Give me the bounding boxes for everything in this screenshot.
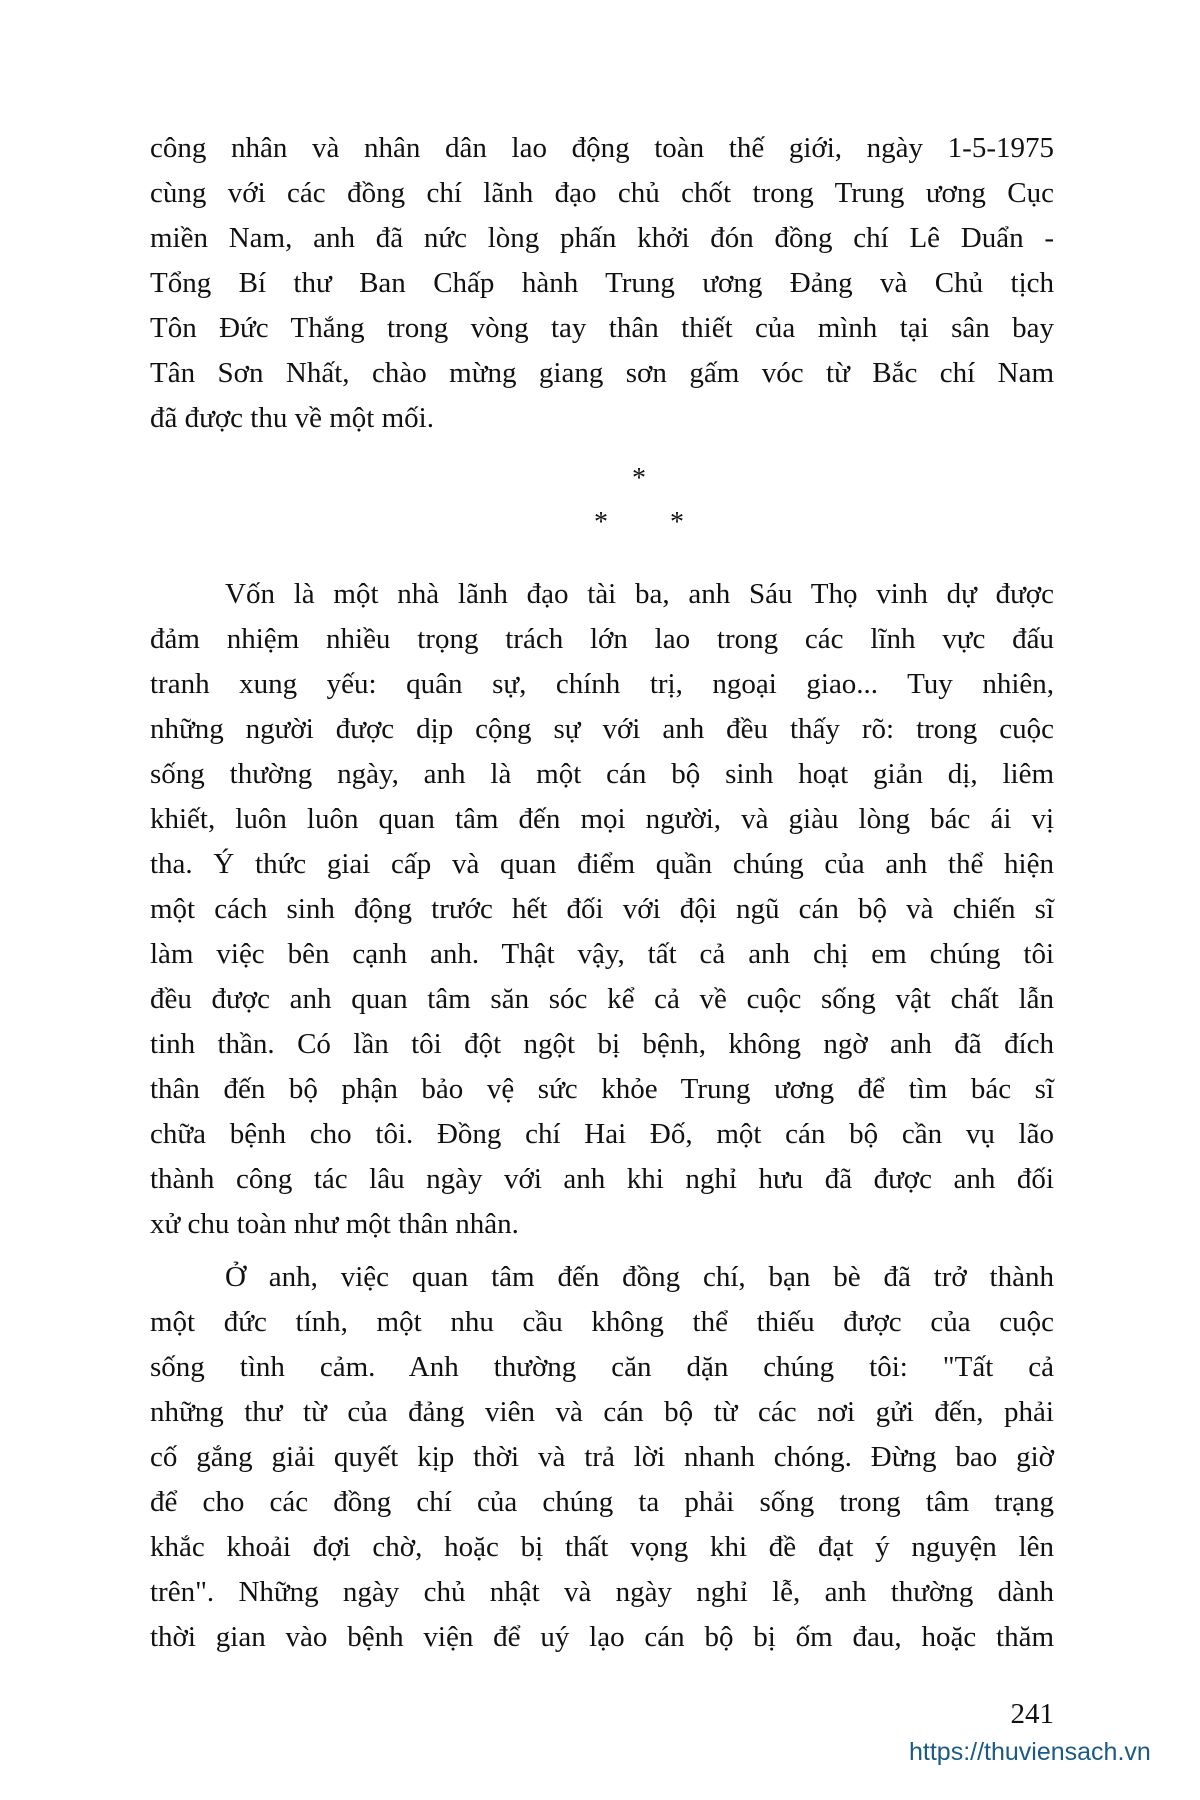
- paragraph-3-line: để cho các đồng chí của chúng ta phải sống trong tâm trạng: [150, 1486, 1054, 1518]
- paragraph-3-line: thời gian vào bệnh viện để uý lạo cán bộ bị ốm đau, hoặc thăm: [150, 1621, 1054, 1653]
- paragraph-1-line: đã được thu về một mối.: [150, 402, 434, 434]
- paragraph-2-line: tinh thần. Có lần tôi đột ngột bị bệnh, không ngờ anh đã đích: [150, 1028, 1054, 1060]
- paragraph-1-line: Tôn Đức Thắng trong vòng tay thân thiết của mình tại sân bay: [150, 312, 1054, 344]
- paragraph-2-line: những người được dịp cộng sự với anh đều thấy rõ: trong cuộc: [150, 713, 1054, 745]
- paragraph-2-line: chữa bệnh cho tôi. Đồng chí Hai Đố, một cán bộ cần vụ lão: [150, 1118, 1054, 1150]
- paragraph-2-line: xử chu toàn như một thân nhân.: [150, 1208, 519, 1240]
- separator-star: *: [594, 507, 608, 538]
- paragraph-3-line: Ở anh, việc quan tâm đến đồng chí, bạn bè đã trở thành: [225, 1261, 1054, 1293]
- page-number: 241: [1010, 1698, 1054, 1730]
- paragraph-3-line: trên". Những ngày chủ nhật và ngày nghỉ lễ, anh thường dành: [150, 1576, 1054, 1608]
- paragraph-3-line: sống tình cảm. Anh thường căn dặn chúng tôi: "Tất cả: [150, 1351, 1054, 1383]
- paragraph-2-line: đảm nhiệm nhiều trọng trách lớn lao trong các lĩnh vực đấu: [150, 623, 1054, 655]
- paragraph-2-line: tha. Ý thức giai cấp và quan điểm quần chúng của anh thể hiện: [150, 848, 1054, 880]
- paragraph-1-line: Tổng Bí thư Ban Chấp hành Trung ương Đảng và Chủ tịch: [150, 267, 1054, 299]
- source-url-link[interactable]: https://thuviensach.vn: [909, 1738, 1151, 1766]
- paragraph-2-line: thành công tác lâu ngày với anh khi nghỉ hưu đã được anh đối: [150, 1163, 1054, 1195]
- paragraph-1-line: công nhân và nhân dân lao động toàn thế giới, ngày 1-5-1975: [150, 132, 1054, 164]
- paragraph-2-line: khiết, luôn luôn quan tâm đến mọi người, và giàu lòng bác ái vị: [150, 803, 1054, 835]
- separator-star: *: [670, 507, 684, 538]
- paragraph-3-line: khắc khoải đợi chờ, hoặc bị thất vọng khi đề đạt ý nguyện lên: [150, 1531, 1054, 1563]
- paragraph-3-line: những thư từ của đảng viên và cán bộ từ các nơi gửi đến, phải: [150, 1396, 1054, 1428]
- separator-star: *: [632, 463, 646, 494]
- paragraph-1-line: Tân Sơn Nhất, chào mừng giang sơn gấm vóc từ Bắc chí Nam: [150, 357, 1054, 389]
- paragraph-3-line: cố gắng giải quyết kịp thời và trả lời nhanh chóng. Đừng bao giờ: [150, 1441, 1054, 1473]
- paragraph-2-line: sống thường ngày, anh là một cán bộ sinh hoạt giản dị, liêm: [150, 758, 1054, 790]
- paragraph-1-line: cùng với các đồng chí lãnh đạo chủ chốt trong Trung ương Cục: [150, 177, 1054, 209]
- paragraph-1-line: miền Nam, anh đã nức lòng phấn khởi đón đồng chí Lê Duẩn -: [150, 222, 1054, 254]
- paragraph-2-line: Vốn là một nhà lãnh đạo tài ba, anh Sáu Thọ vinh dự được: [225, 578, 1054, 610]
- paragraph-2-line: làm việc bên cạnh anh. Thật vậy, tất cả anh chị em chúng tôi: [150, 938, 1054, 970]
- paragraph-2-line: một cách sinh động trước hết đối với đội ngũ cán bộ và chiến sĩ: [150, 893, 1054, 925]
- paragraph-3-line: một đức tính, một nhu cầu không thể thiếu được của cuộc: [150, 1306, 1054, 1338]
- paragraph-2-line: đều được anh quan tâm săn sóc kể cả về cuộc sống vật chất lẫn: [150, 983, 1054, 1015]
- paragraph-2-line: thân đến bộ phận bảo vệ sức khỏe Trung ương để tìm bác sĩ: [150, 1073, 1054, 1105]
- paragraph-2-line: tranh xung yếu: quân sự, chính trị, ngoại giao... Tuy nhiên,: [150, 668, 1054, 700]
